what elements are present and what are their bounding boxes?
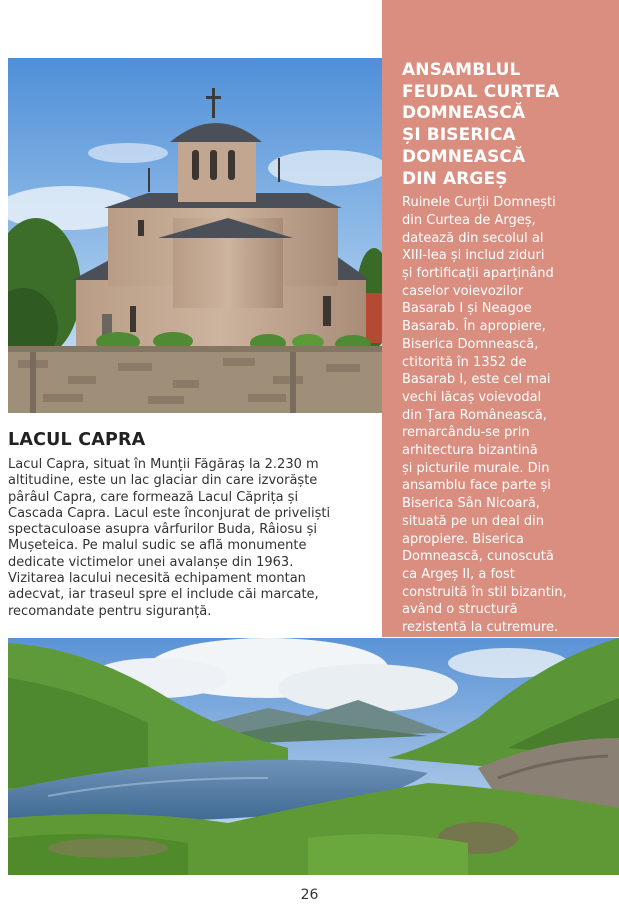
lake-title: LACUL CAPRA [8,430,146,450]
page-number: 26 [300,887,319,903]
church-photo [8,58,382,413]
sidebar-title: ANSAMBLUL FEUDAL CURTEA DOMNEASCĂ ȘI BISERICA DOMNEASCĂ DIN ARGEȘ [402,60,560,189]
lake-photo [8,638,619,875]
lake-description: Lacul Capra, situat în Munții Făgăraș la 2.230 m altitudine, este un lac glaciar din care izvorăște pârâul Capra, care formează Lacul Căprița și Cascada Capra. Lacul este înconjurat de priveliști spectaculoase asupra vârfurilor Buda, Râiosu și Mușeteica. Pe malul sudic se află monumente dedicate victimelor unei avalanșe din 1963. Vizitarea lacului necesită echipament montan adecvat, iar traseul spre el include căi marcate, recomandate pentru siguranță. [8,457,331,619]
sidebar-body: Ruinele Curții Domnești din Curtea de Argeș, datează din secolul al XIII-lea și includ ziduri și fortificații aparținând caselor voievozilor Basarab I și Neagoe Basarab. În apropiere, Biserica Domnească, ctitorită în 1352 de Basarab I, este cel mai vechi lăcaș voievodal din Țara Românească, remarcându-se prin arhitectura bizantină și picturile murale. Din ansamblu face parte și Biserica Sân Nicoară, situată pe un deal din apropiere. Biserica Domnească, cunoscută ca Argeș II, a fost construită în stil bizantin, având o structură rezistentă la cutremure. [402,195,567,636]
sidebar-panel [382,0,619,637]
